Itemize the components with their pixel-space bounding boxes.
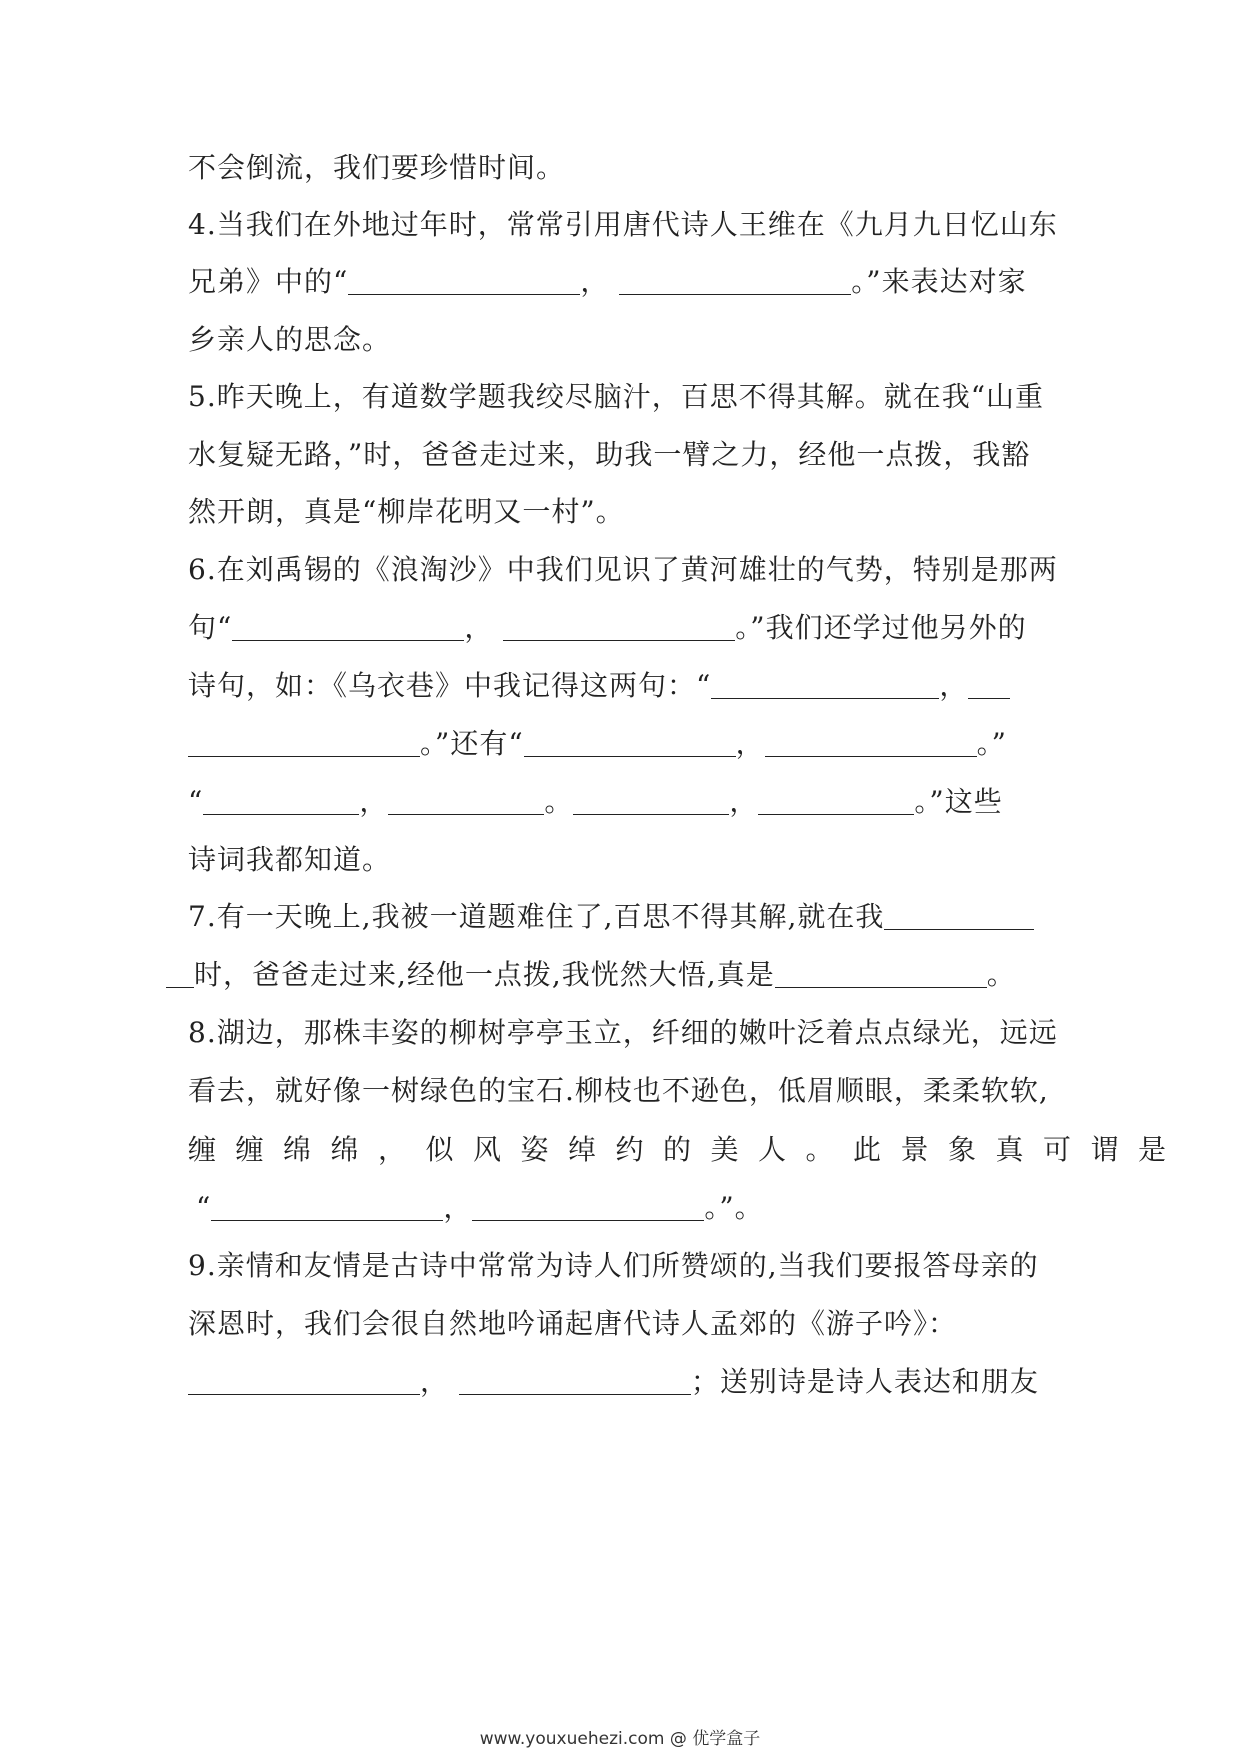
question-4-line-2: 兄弟》中的“ ， 。”来表达对家 — [188, 265, 1027, 298]
question-6-line-6: 诗词我都知道。 — [188, 843, 392, 876]
question-6-line-2: 句“ ， 。”我们还学过他另外的 — [188, 611, 1027, 644]
answer-blank[interactable] — [968, 672, 1010, 699]
question-8-line-3: 缠缠绵绵，似风姿绰约的美人。此景象真可谓是 — [188, 1133, 1186, 1166]
answer-blank[interactable] — [388, 788, 544, 815]
answer-blank[interactable] — [619, 268, 851, 295]
answer-blank[interactable] — [711, 672, 939, 699]
answer-blank[interactable] — [188, 1368, 420, 1395]
answer-blank[interactable] — [211, 1194, 443, 1221]
answer-blank[interactable] — [503, 614, 735, 641]
question-4-line-3: 乡亲人的思念。 — [188, 323, 392, 356]
answer-blank[interactable] — [203, 788, 359, 815]
question-6-line-3: 诗句，如：《乌衣巷》中我记得这两句：“ ， — [188, 666, 1010, 706]
answer-blank[interactable] — [765, 730, 977, 757]
question-9-line-1: 9.亲情和友情是古诗中常常为诗人们所赞颂的,当我们要报答母亲的 — [188, 1249, 1039, 1282]
question-5-line-3: 然开朗，真是“柳岸花明又一村”。 — [188, 495, 625, 528]
page-footer: www.youxuehezi.com @ 优学盒子 — [479, 1729, 761, 1749]
question-6-line-4: 。”还有“ ， 。” — [188, 724, 1007, 764]
answer-blank[interactable] — [188, 730, 420, 757]
question-7-line-1: 7.有一天晚上,我被一道题难住了,百思不得其解,就在我 — [188, 897, 1034, 937]
question-6-line-5: “ ， 。 ， 。”这些 — [188, 785, 1003, 818]
answer-blank[interactable] — [758, 788, 914, 815]
question-9-line-2: 深恩时，我们会很自然地吟诵起唐代诗人孟郊的《游子吟》： — [188, 1307, 958, 1340]
answer-blank[interactable] — [166, 961, 194, 988]
answer-blank[interactable] — [524, 730, 736, 757]
question-9-line-3: ， ；送别诗是诗人表达和朋友 — [188, 1362, 1039, 1402]
answer-blank[interactable] — [884, 903, 1034, 930]
text-line: 不会倒流，我们要珍惜时间。 — [188, 151, 566, 184]
answer-blank[interactable] — [459, 1368, 691, 1395]
answer-blank[interactable] — [573, 788, 729, 815]
answer-blank[interactable] — [348, 268, 580, 295]
question-6-line-1: 6.在刘禹锡的《浪淘沙》中我们见识了黄河雄壮的气势，特别是那两 — [188, 553, 1058, 586]
question-8-line-2: 看去，就好像一树绿色的宝石.柳枝也不逊色，低眉顺眼，柔柔软软, — [188, 1074, 1049, 1107]
question-7-line-2: 时，爸爸走过来,经他一点拨,我恍然大悟,真是 。 — [166, 955, 1016, 995]
answer-blank[interactable] — [775, 961, 987, 988]
question-4-line-1: 4.当我们在外地过年时，常常引用唐代诗人王维在《九月九日忆山东 — [188, 208, 1058, 241]
answer-blank[interactable] — [232, 614, 464, 641]
answer-blank[interactable] — [472, 1194, 704, 1221]
question-8-line-4: “ ， 。”。 — [196, 1191, 764, 1224]
question-5-line-2: 水复疑无路，”时，爸爸走过来，助我一臂之力，经他一点拨，我豁 — [188, 438, 1031, 471]
question-5-line-1: 5.昨天晚上，有道数学题我绞尽脑汁，百思不得其解。就在我“山重 — [188, 380, 1045, 413]
question-8-line-1: 8.湖边，那株丰姿的柳树亭亭玉立，纤细的嫩叶泛着点点绿光，远远 — [188, 1016, 1058, 1049]
